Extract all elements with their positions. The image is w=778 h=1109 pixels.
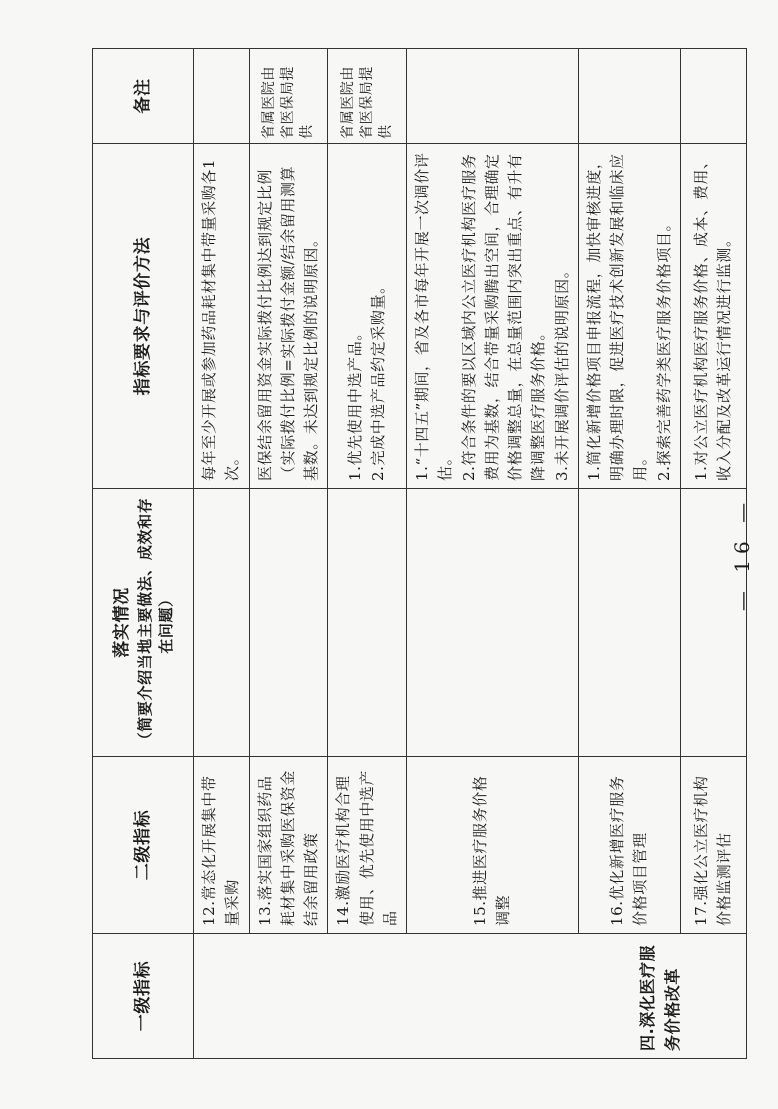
requirement-cell — [249, 144, 328, 489]
status-cell[interactable] — [578, 489, 680, 757]
level2-indicator: 16.优化新增医疗服务价格项目管理 — [578, 757, 680, 934]
indicator-table — [92, 48, 747, 1059]
status-cell[interactable] — [249, 489, 328, 757]
requirement-line: 医保结余留用资金实际拨付比例达到规定比例（实际拨付比例=实际拨付金额/结余留用测算基数。未达到规定比例的说明原因。 — [255, 165, 320, 481]
status-cell[interactable] — [407, 489, 579, 757]
header-status-title: 落实情况 — [111, 587, 132, 658]
requirement-cell — [194, 144, 250, 489]
table-row — [194, 49, 250, 1059]
page-number: — 16 — — [730, 496, 754, 612]
level2-indicator: 14.激励医疗机构合理使用、优先使用中选产品 — [328, 757, 407, 934]
status-cell[interactable] — [194, 489, 250, 757]
table-row — [328, 49, 407, 1059]
requirement-line: 3.未开展调价评估的说明原因。 — [552, 262, 571, 481]
header-status-subtitle: （简要介绍当地主要做法、成效和存在问题） — [136, 497, 176, 748]
remark-cell — [194, 49, 250, 144]
requirement-line: 1.对公立医疗机构医疗服务价格、成本、费用、收入分配及改革运行情况进行监测。 — [692, 153, 734, 481]
remark-cell: 省属医院由省医保局提供 — [249, 49, 328, 144]
header-requirement: 指标要求与评价方法 — [93, 144, 194, 489]
requirement-line: 每年至少开展或参加药品耗材集中带量采购各1次。 — [200, 158, 242, 481]
table-row — [407, 49, 579, 1059]
requirement-line: 2.完成中选产品约定采购量。 — [369, 278, 388, 481]
table-row — [249, 49, 328, 1059]
requirement-line: 1.简化新增价格项目申报流程，加快审核进度，明确办理时限，促进医疗技术创新发展和临床应用。 — [584, 153, 650, 481]
level2-indicator: 17.强化公立医疗机构价格监测评估 — [680, 757, 746, 934]
header-level2: 二级指标 — [93, 757, 194, 934]
requirement-cell — [407, 144, 579, 489]
remark-cell — [407, 49, 579, 144]
level2-indicator: 15.推进医疗服务价格调整 — [407, 757, 579, 934]
remark-cell: 省属医院由省医保局提供 — [328, 49, 407, 144]
requirement-line: 2.符合条件的要以区域内公立医疗机构医疗服务费用为基数，结合带量采购腾出空间，合理确定价格调整总量，在总量范围内突出重点、有升有降调整医疗服务价格。 — [459, 153, 548, 481]
requirement-line: 1.“十四五”期间，省及各市每年开展一次调价评估。 — [413, 152, 455, 481]
header-status — [93, 489, 194, 757]
header-level1: 一级指标 — [93, 934, 194, 1059]
requirement-cell — [328, 144, 407, 489]
table-row — [578, 49, 680, 1059]
level2-indicator: 13.落实国家组织药品耗材集中采购医保资金结余留用政策 — [249, 757, 328, 934]
header-remark: 备注 — [93, 49, 194, 144]
level1-indicator: 四.深化医疗服务价格改革 — [194, 934, 747, 1059]
remark-cell — [578, 49, 680, 144]
requirement-cell — [578, 144, 680, 489]
requirement-line: 2.探索完善药学类医疗服务价格项目。 — [654, 215, 673, 481]
level2-indicator: 12.常态化开展集中带量采购 — [194, 757, 250, 934]
requirement-line: 1.优先使用中选产品。 — [345, 325, 364, 481]
table-header-row — [93, 49, 194, 1059]
status-cell[interactable] — [328, 489, 407, 757]
